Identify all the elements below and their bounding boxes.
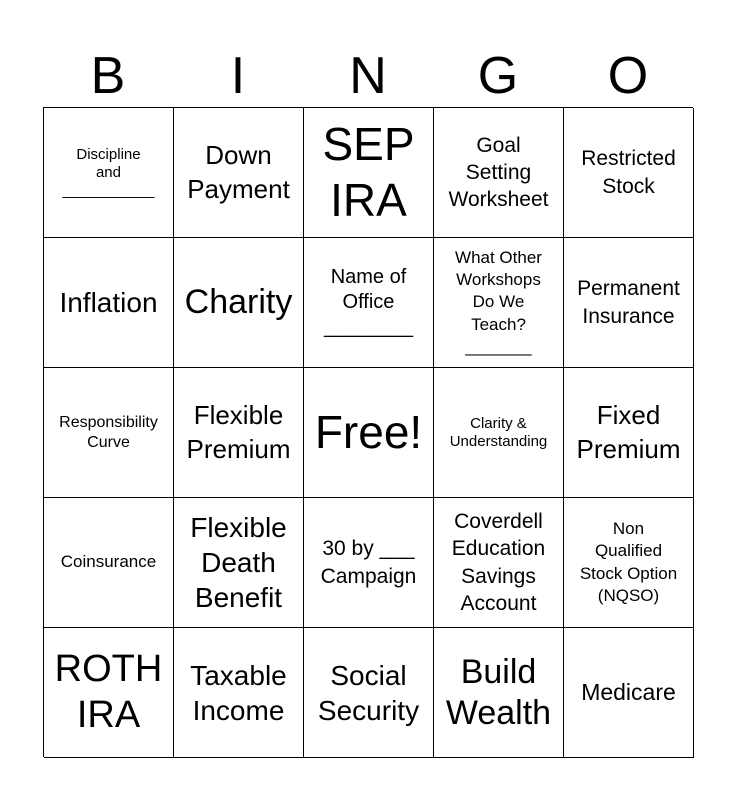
cell-label: 30 by ___ Campaign (320, 537, 417, 588)
bingo-cell-r2c5[interactable] (564, 238, 694, 368)
cell-label: Permanent Insurance (577, 277, 680, 328)
bingo-cell-r5c4[interactable] (434, 628, 564, 758)
header-letter-n: N (349, 47, 387, 105)
bingo-grid (43, 107, 693, 757)
header-letter-o: O (607, 47, 649, 105)
cell-label: SEP IRA (322, 118, 415, 226)
header-letter-i: I (230, 47, 246, 105)
bingo-cell-r4c2[interactable] (174, 498, 304, 628)
cell-label: Flexible Premium (186, 399, 291, 464)
cell-label: Coinsurance (60, 552, 157, 572)
cell-label: Inflation (59, 287, 158, 318)
cell-label: Medicare (581, 679, 676, 706)
bingo-cell-r2c3[interactable] (304, 238, 434, 368)
cell-label: What Other Workshops Do We Teach? _______ (455, 248, 542, 356)
cell-label: Non Qualified Stock Option (NQSO) (579, 519, 678, 605)
bingo-cell-r5c2[interactable] (174, 628, 304, 758)
cell-label: Restricted Stock (581, 147, 676, 198)
header-letter-b: B (90, 47, 126, 105)
bingo-cell-r3c1[interactable] (44, 368, 174, 498)
cell-label: Charity (184, 283, 293, 322)
bingo-cell-r5c1[interactable] (44, 628, 174, 758)
bingo-cell-r1c5[interactable] (564, 108, 694, 238)
cell-label: Goal Setting Worksheet (448, 133, 549, 212)
cell-label: Fixed Premium (576, 399, 681, 464)
bingo-cell-r2c2[interactable] (174, 238, 304, 368)
cell-label: Taxable Income (190, 659, 287, 726)
cell-label: Coverdell Education Savings Account (451, 509, 546, 615)
cell-label: Discipline and ___________ (62, 145, 155, 199)
cell-label: Build Wealth (445, 652, 552, 732)
bingo-cell-r3c5[interactable] (564, 368, 694, 498)
free-space-label: Free! (314, 406, 423, 459)
cell-label: ROTH IRA (54, 647, 163, 736)
bingo-cell-r2c4[interactable] (434, 238, 564, 368)
bingo-cell-r4c4[interactable] (434, 498, 564, 628)
bingo-cell-r3c3[interactable] (304, 368, 434, 498)
bingo-cell-r1c2[interactable] (174, 108, 304, 238)
bingo-cell-r2c1[interactable] (44, 238, 174, 368)
cell-label: Clarity & Understanding (449, 414, 548, 450)
bingo-cell-r1c4[interactable] (434, 108, 564, 238)
bingo-cell-r5c5[interactable] (564, 628, 694, 758)
cell-label: Name of Office ________ (324, 266, 413, 338)
bingo-cell-r4c3[interactable] (304, 498, 434, 628)
bingo-cell-r1c3[interactable] (304, 108, 434, 238)
header-letter-g: G (477, 47, 519, 105)
cell-label: Down Payment (187, 139, 290, 204)
cell-label: Responsibility Curve (59, 414, 158, 451)
bingo-cell-r4c5[interactable] (564, 498, 694, 628)
bingo-cell-r3c2[interactable] (174, 368, 304, 498)
bingo-cell-r1c1[interactable] (44, 108, 174, 238)
cell-label: Flexible Death Benefit (190, 512, 287, 613)
bingo-cell-r3c4[interactable] (434, 368, 564, 498)
bingo-header (43, 44, 693, 108)
bingo-cell-r5c3[interactable] (304, 628, 434, 758)
bingo-cell-r4c1[interactable] (44, 498, 174, 628)
cell-label: Social Security (317, 659, 420, 726)
